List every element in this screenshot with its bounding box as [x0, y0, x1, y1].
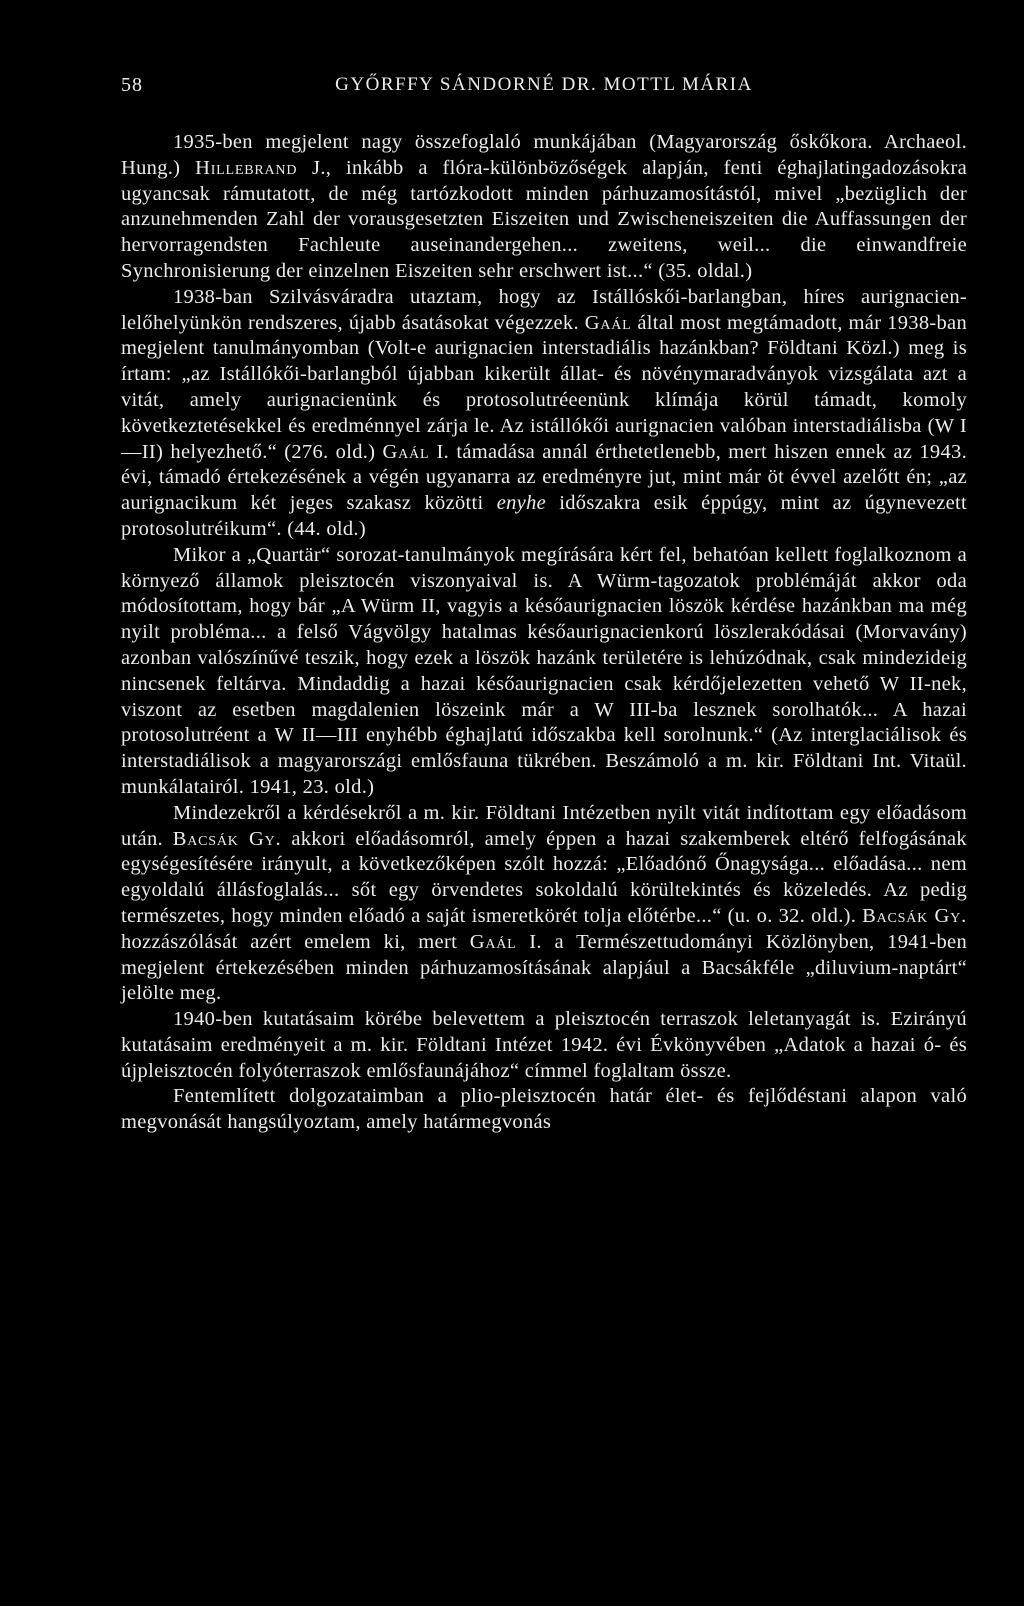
paragraph-text: által most megtámadott, már 1938-ban megjelent tanulmányomban (Volt-e aurignacien interstadiális hazánkban? Földtani Közl.) meg is írtam: „az Istállókői-barlangból újabban kikerült állat- és növénymaradványok vizsgálata azt a vitát, amely aurignacienünk és protosolutréeenünk klímája körül támadt, komoly következtetésekkel és eredménnyel zárja le. Az istállókői aurignacien valóban interstadiálisba (W I—II) helyezhető.“ (276. old.): [121, 311, 967, 463]
paragraph-text: Fentemlített dolgozataimban a plio-pleisztocén határ élet- és fejlődéstani alapon való megvonását hangsúlyoztam, amely határmegvonás: [121, 1085, 967, 1134]
paragraph-text: akkori előadásomról, amely éppen a hazai szakemberek eltérő felfogásának egységesítésére irányult, a következőképen szólt hozzá: „Előadónő Őnagysága... előadása... nem egyoldalú állásfoglalás... sőt egy örvendetes sokoldalú körültekintés és közeledés. Az pedig természetes, hogy minden előadó a saját ismeretkörét tolja előtérbe...“ (u. o. 32. old.).: [121, 827, 967, 927]
author-name: Gaál: [382, 440, 430, 463]
paragraph-text: 1938-ban Szilvásváradra utaztam, hogy az Istállóskői-barlangban, híres aurignacien-lelőhelyünkön rendszeres, újabb ásatásokat végezzek.: [121, 285, 967, 334]
emphasized-word: enyhe: [496, 492, 547, 515]
paragraph-text: Mindezekről a kérdésekről a m. kir. Földtani Intézetben nyilt vitát indítottam egy előadásom után.: [121, 801, 967, 850]
page-header: [121, 74, 967, 104]
running-head: GYŐRFFY SÁNDORNÉ DR. MOTTL MÁRIA: [335, 74, 753, 95]
author-name: Bacsák Gy.: [862, 904, 967, 927]
paragraph-5: [121, 1007, 967, 1084]
paragraph-text: 1935-ben megjelent nagy összefoglaló munkájában (Magyarország őskőkora. Archaeol. Hung.): [121, 131, 967, 179]
paragraph-text: Mikor a „Quartär“ sorozat-tanulmányok megírására kért fel, behatóan kellett foglalkoznom a környező államok pleisztocén viszonyaival is. A Würm-tagozatok problémáját akkor oda módosítottam, hogy bár „A Würm II, vagyis a későaurignacien löszök kérdése hazánkban ma még nyilt probléma... a felső Vágvölgy hatalmas későaurignacienkorú löszlerakódásai (Morvavány) azonban valószínűvé teszik, hogy ezek a löszök hazánk területére is lehúzódnak, csak mindezideig nincsenek feltárva. Mindaddig a hazai későaurignacien csak kérdőjelezetten vehető W II-nek, viszont az esetben magdalenien löszeink már a W III-ba lesznek sorolhatók... A hazai protosolutréent a W II—III enyhébb éghajlatú időszakba kell sorolnunk.“ (Az interglaciálisok és interstadiálisok a magyarországi emlősfauna tükrében. Beszámoló a m. kir. Földtani Int. Vitaül. munkálatairól. 1941, 23. old.): [121, 543, 967, 798]
author-name: Hillebrand: [195, 156, 298, 179]
paragraph-text: hozzászólását azért emelem ki, mert: [121, 930, 470, 953]
paragraph-text: 1940-ben kutatásaim körébe belevettem a pleisztocén terraszok leletanyagát is. Ezirányú kutatásaim eredményeit a m. kir. Földtani Intézet 1942. évi Évkönyvében „Adatok a hazai ó- és újpleisztocén folyóterraszok emlősfaunájához“ címmel foglaltam össze.: [121, 1008, 967, 1082]
paragraph-text: I. támadása annál érthetetlenebb, mert hiszen ennek az 1943. évi, támadó értekezésének a végén ugyanarra az eredményre jut, mint már öt évvel azelőtt én; „az aurignacikum két jeges szakasz közötti: [121, 440, 967, 515]
author-name: Gaál: [584, 311, 632, 334]
paragraph-text: J., inkább a flóra-különbözőségek alapján, fenti éghajlatingadozásokra ugyancsak rámutatott, de még tartózkodott minden párhuzamosítástól, mivel „bezüglich der anzunehmenden Zahl der vorausgesetzten Eiszeiten und Zwischeneiszeiten die Auffassungen der hervorragendsten Fachleute auseinandergehen... zweitens, weil... die einwandfreie Synchronisierung der einzelnen Eiszeiten sehr erschwert ist...“ (35. oldal.): [121, 156, 968, 282]
page-number: 58: [121, 74, 143, 96]
paragraph-text: időszakra esik éppúgy, mint az úgynevezett protosolutréikum“. (44. old.): [121, 492, 967, 540]
paragraph-1: [121, 130, 967, 285]
paragraph-text: I. a Természettudományi Közlönyben, 1941-ben megjelent értekezésében minden párhuzamosításának alapjául a Bacsákféle „diluvium-naptárt“ jelölte meg.: [121, 930, 967, 1005]
body-text: [121, 130, 967, 1136]
paragraph-2: [121, 285, 967, 543]
paragraph-6: [121, 1084, 967, 1136]
paragraph-4: [121, 801, 967, 1007]
author-name: Gaál: [469, 930, 517, 953]
paragraph-3: [121, 543, 967, 801]
author-name: Bacsák Gy.: [172, 827, 282, 850]
